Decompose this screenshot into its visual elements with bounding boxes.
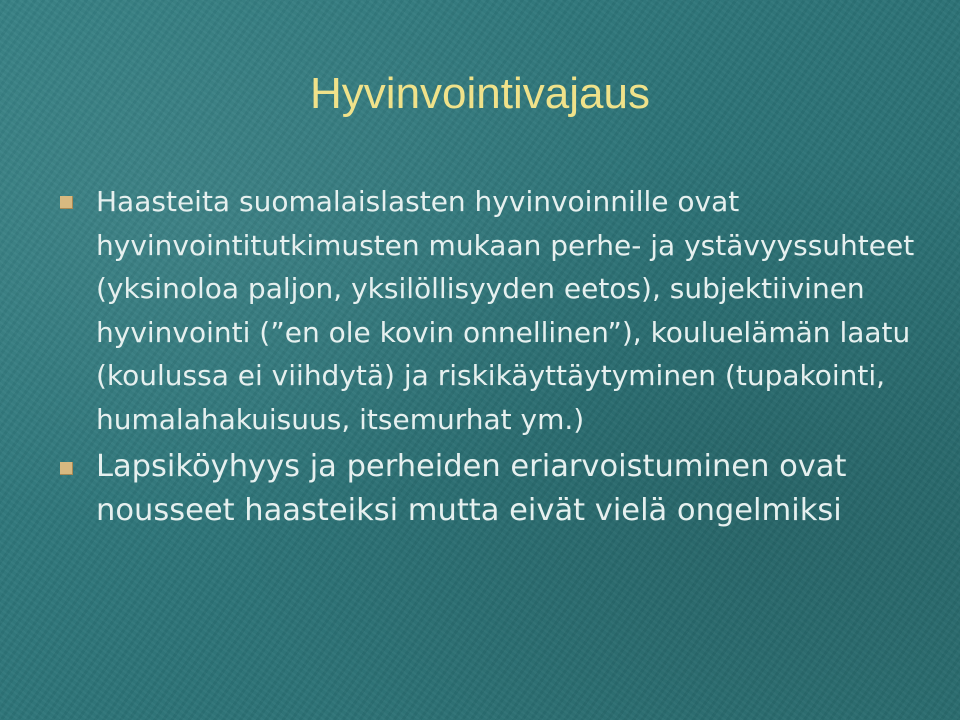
slide-title: Hyvinvointivajaus [310, 69, 650, 118]
bullet-text: Lapsiköyhyys ja perheiden eriarvoistuminen ovat nousseet haasteiksi mutta eivät vielä ongelmiksi [96, 449, 847, 528]
bullet-item-child-poverty [60, 445, 920, 533]
bullet-text: Haasteita suomalaislasten hyvinvoinnille ovat hyvinvointitutkimusten mukaan perhe- ja ystävyyssuhteet (yksinoloa paljon, yksilöllisyyden eetos), subjektiivinen hyvinvointi (”en ole kovin onnellinen”), kouluelämän laatu (koulussa ei viihdytä) ja riskikäyttäytyminen (tupakointi, humalahakuisuus, itsemurhat ym.) [96, 185, 915, 436]
bullet-item-wellbeing-challenges [60, 180, 920, 441]
square-bullet-icon [60, 196, 73, 209]
bullet-list [60, 180, 920, 533]
square-bullet-icon [60, 462, 73, 475]
